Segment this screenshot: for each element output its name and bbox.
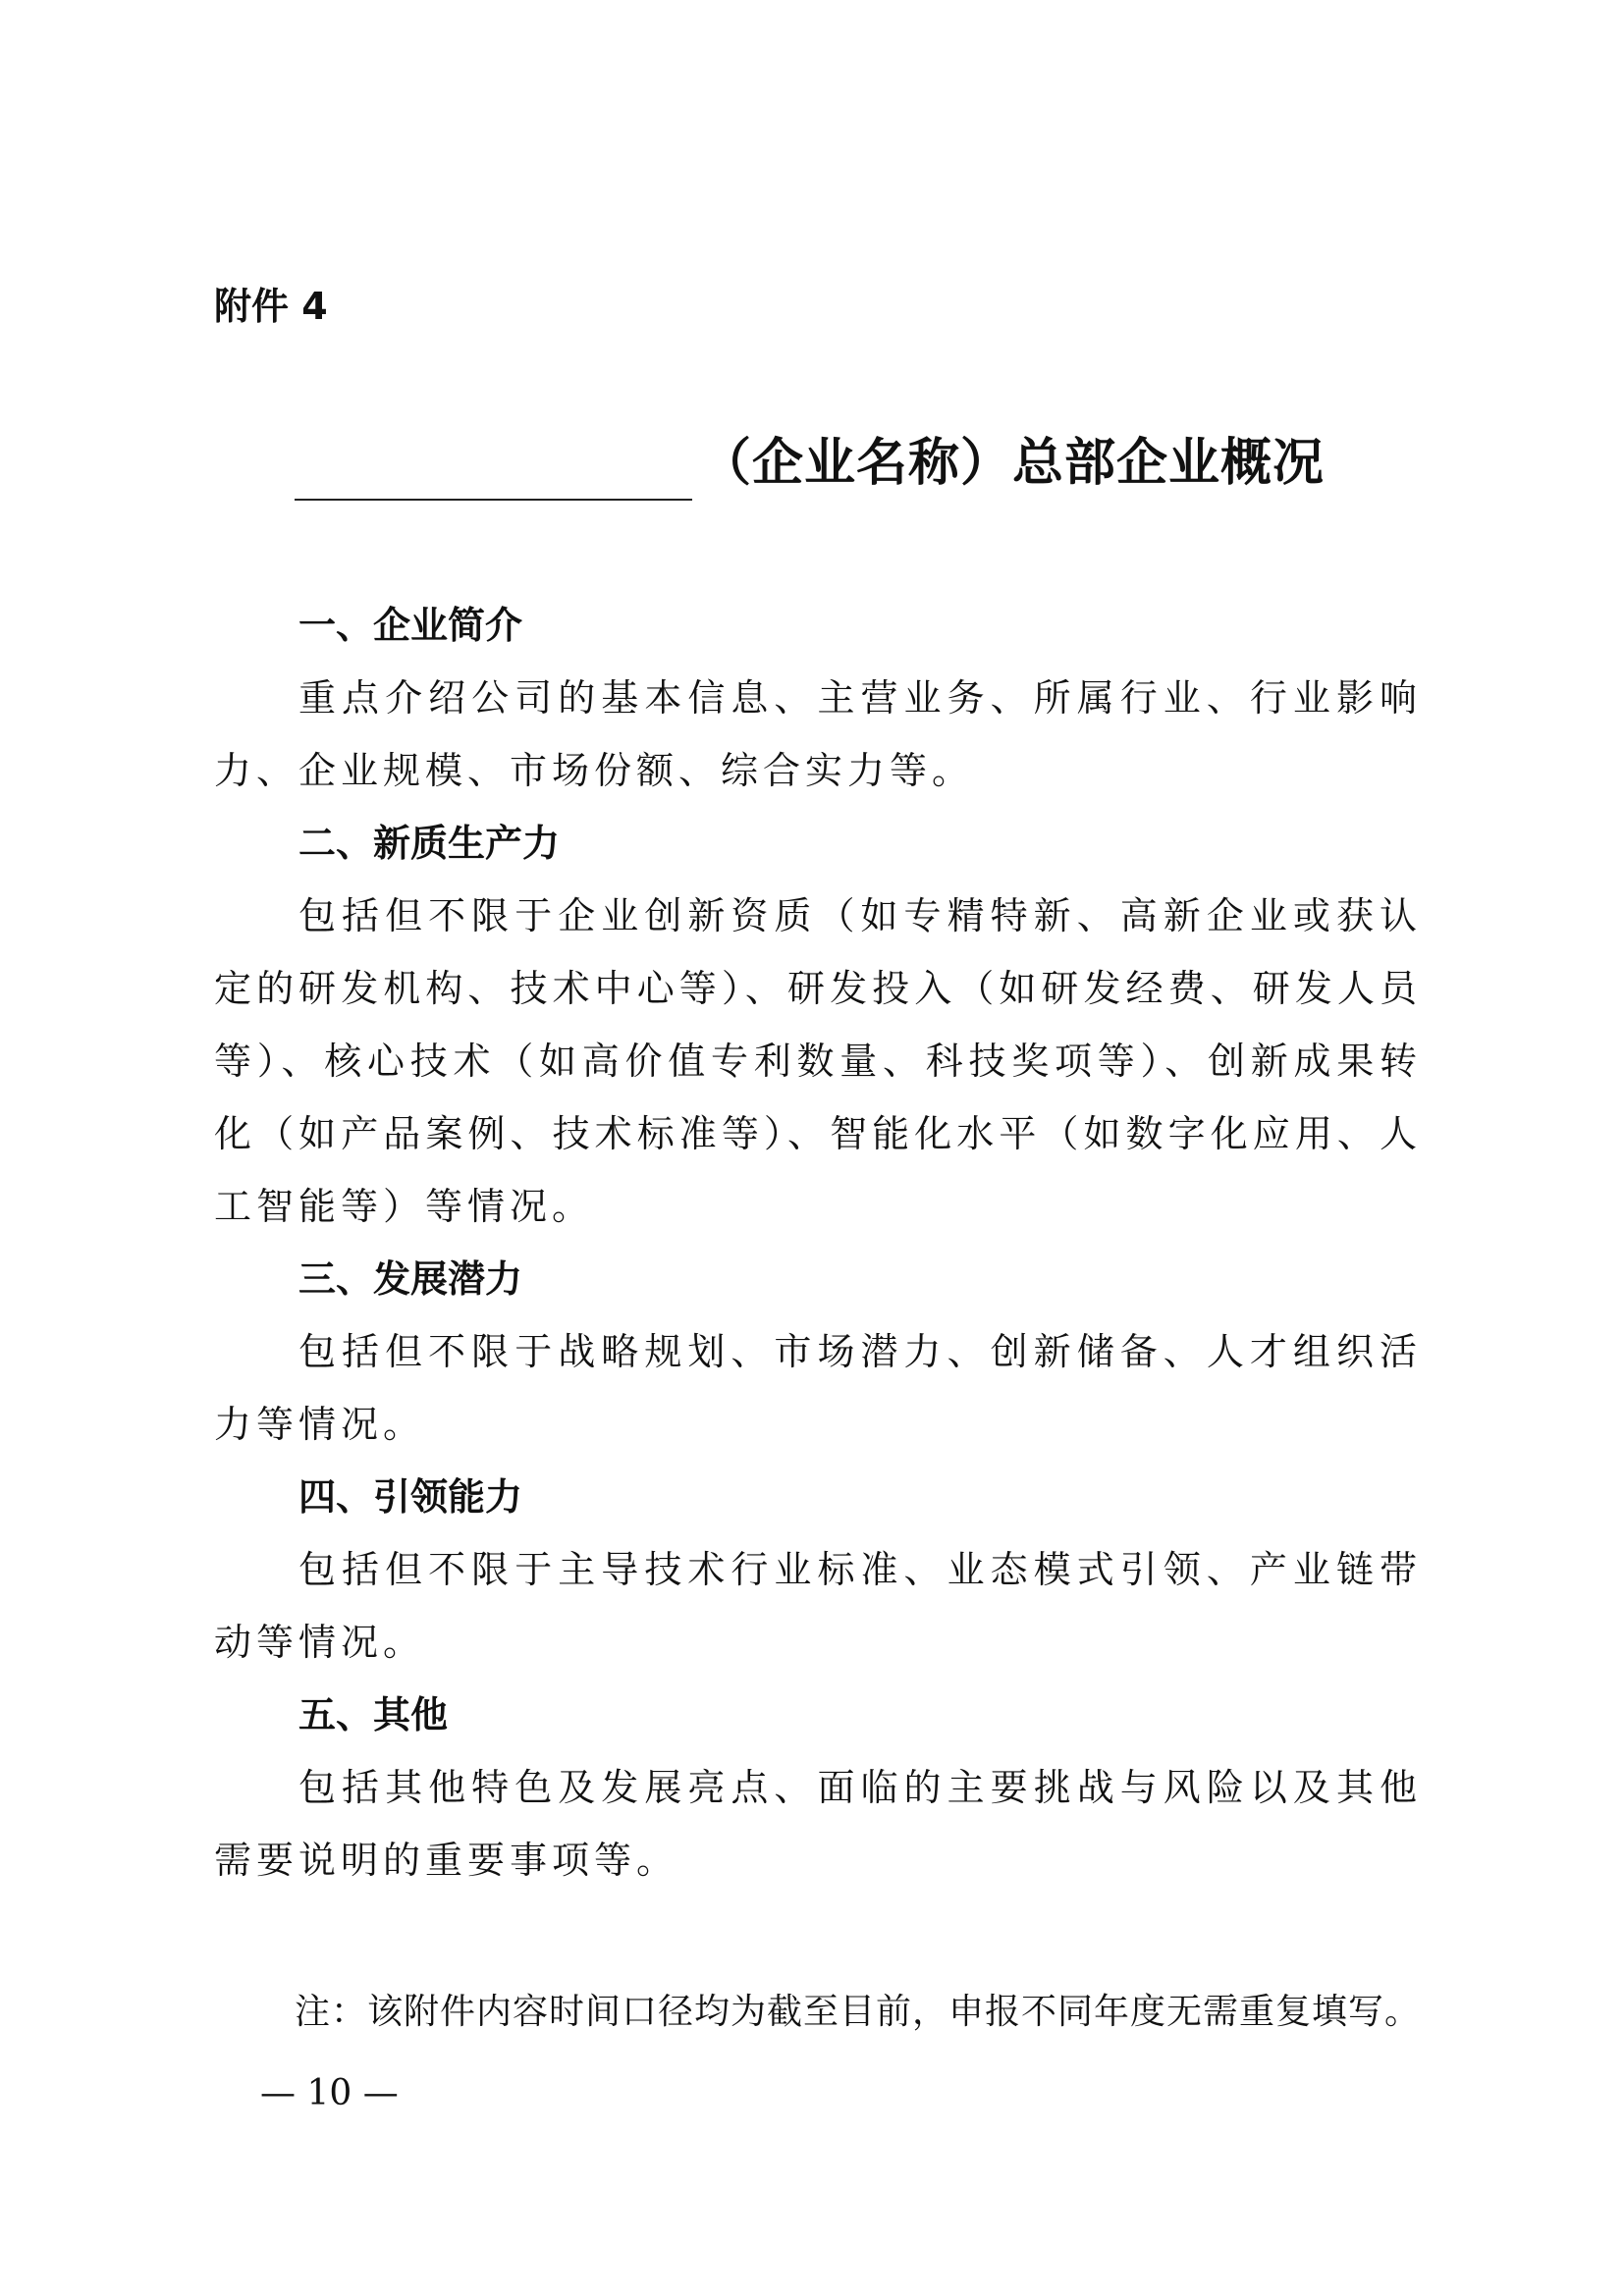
section-other (214, 1679, 1422, 1896)
section-new-productivity (214, 807, 1422, 1243)
section-company-profile (214, 589, 1422, 807)
section-body: 包括但不限于战略规划、市场潜力、创新储备、人才组织活力等情况。 (214, 1330, 1422, 1446)
document-title-row (295, 422, 1325, 501)
section-heading: 四、引领能力 (298, 1475, 523, 1519)
page-number: — 10 — (260, 2073, 399, 2113)
document-title: （企业名称）总部企业概况 (700, 434, 1326, 493)
section-heading: 五、其他 (298, 1693, 449, 1736)
section-heading: 一、企业简介 (298, 604, 523, 647)
company-name-blank-line (295, 438, 692, 501)
section-body: 包括其他特色及发展亮点、面临的主要挑战与风险以及其他需要说明的重要事项等。 (214, 1766, 1422, 1882)
footnote: 注：该附件内容时间口径均为截至目前，申报不同年度无需重复填写。 (295, 1992, 1422, 2032)
section-body: 重点介绍公司的基本信息、主营业务、所属行业、行业影响力、企业规模、市场份额、综合实力等。 (214, 676, 1422, 792)
attachment-label: 附件 4 (214, 285, 328, 328)
section-development-potential (214, 1243, 1422, 1461)
section-body: 包括但不限于主导技术行业标准、业态模式引领、产业链带动等情况。 (214, 1548, 1422, 1664)
section-heading: 三、发展潜力 (298, 1257, 523, 1301)
section-leadership (214, 1461, 1422, 1679)
section-heading: 二、新质生产力 (298, 822, 561, 865)
document-content (214, 589, 1422, 1896)
section-body: 包括但不限于企业创新资质（如专精特新、高新企业或获认定的研发机构、技术中心等）、研发投入（如研发经费、研发人员等）、核心技术（如高价值专利数量、科技奖项等）、创新成果转化（如产品案例、技术标准等）、智能化水平（如数字化应用、人工智能等）等情况。 (214, 894, 1422, 1228)
